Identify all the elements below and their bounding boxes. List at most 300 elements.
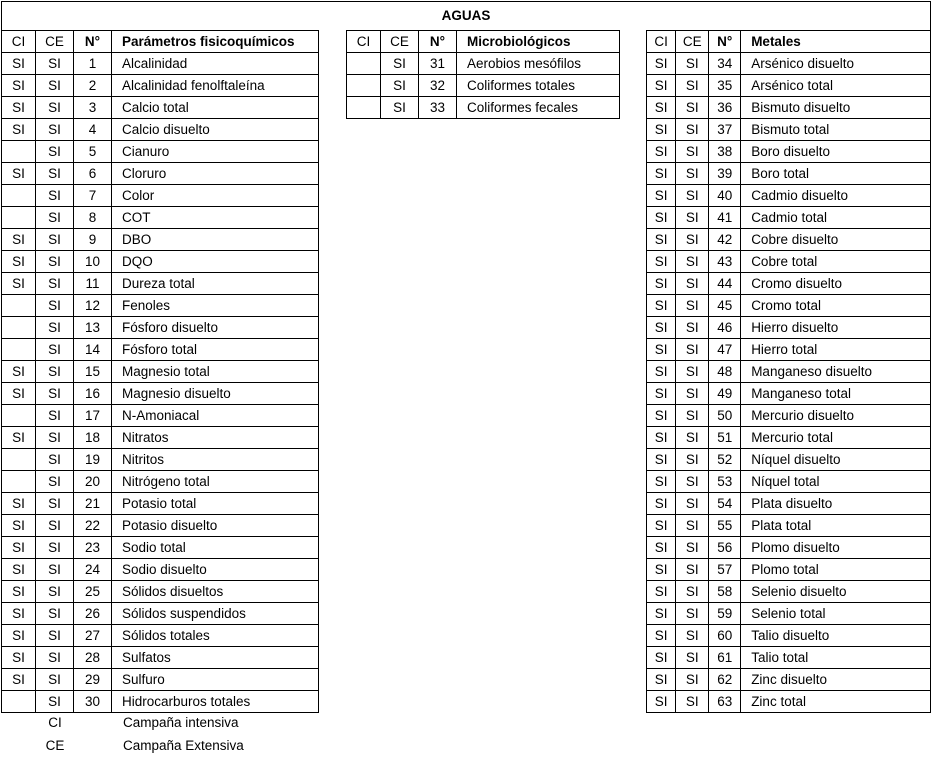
cell-ce: SI <box>676 75 709 97</box>
cell-number: 47 <box>709 339 741 361</box>
header-fisicoquimicos: Parámetros fisicoquímicos <box>112 31 319 53</box>
table-row <box>2 339 319 361</box>
cell-ci: SI <box>2 119 36 141</box>
table-row <box>2 383 319 405</box>
cell-ci <box>347 53 381 75</box>
header-ce: CE <box>36 31 74 53</box>
cell-parameter: Mercurio disuelto <box>741 405 931 427</box>
cell-number: 8 <box>74 207 112 229</box>
table-row <box>647 75 931 97</box>
cell-parameter: Calcio disuelto <box>112 119 319 141</box>
cell-number: 2 <box>74 75 112 97</box>
cell-ci: SI <box>2 625 36 647</box>
cell-ci: SI <box>647 625 676 647</box>
cell-ci: SI <box>2 603 36 625</box>
cell-number: 34 <box>709 53 741 75</box>
cell-parameter: Alcalinidad <box>112 53 319 75</box>
cell-ci: SI <box>2 361 36 383</box>
table-header-row <box>347 31 620 53</box>
cell-number: 4 <box>74 119 112 141</box>
cell-parameter: Cobre disuelto <box>741 229 931 251</box>
cell-number: 58 <box>709 581 741 603</box>
cell-number: 38 <box>709 141 741 163</box>
cell-ci: SI <box>647 449 676 471</box>
table-row <box>2 273 319 295</box>
cell-number: 13 <box>74 317 112 339</box>
cell-number: 14 <box>74 339 112 361</box>
cell-ce: SI <box>676 251 709 273</box>
table-row <box>647 361 931 383</box>
cell-number: 37 <box>709 119 741 141</box>
cell-number: 54 <box>709 493 741 515</box>
cell-parameter: Boro disuelto <box>741 141 931 163</box>
cell-ce: SI <box>36 669 74 691</box>
cell-parameter: Alcalinidad fenolftaleína <box>112 75 319 97</box>
cell-parameter: Níquel disuelto <box>741 449 931 471</box>
cell-ci: SI <box>647 273 676 295</box>
cell-ci <box>2 471 36 493</box>
cell-ce: SI <box>676 625 709 647</box>
cell-parameter: Manganeso disuelto <box>741 361 931 383</box>
cell-ce: SI <box>676 273 709 295</box>
cell-ci: SI <box>647 383 676 405</box>
cell-ce: SI <box>36 207 74 229</box>
cell-parameter: Hierro disuelto <box>741 317 931 339</box>
cell-ce: SI <box>676 185 709 207</box>
cell-parameter: Potasio total <box>112 493 319 515</box>
cell-ci: SI <box>2 251 36 273</box>
cell-ci: SI <box>2 383 36 405</box>
cell-parameter: Sulfuro <box>112 669 319 691</box>
cell-number: 43 <box>709 251 741 273</box>
table-row <box>647 427 931 449</box>
cell-ce: SI <box>676 493 709 515</box>
cell-ce: SI <box>36 493 74 515</box>
table-row <box>2 405 319 427</box>
cell-ci <box>2 691 36 713</box>
cell-ci: SI <box>647 53 676 75</box>
cell-parameter: Boro total <box>741 163 931 185</box>
table-row <box>2 163 319 185</box>
cell-parameter: Talio disuelto <box>741 625 931 647</box>
cell-number: 26 <box>74 603 112 625</box>
cell-ci <box>2 141 36 163</box>
table-row <box>647 163 931 185</box>
table-row <box>2 515 319 537</box>
table-row <box>647 119 931 141</box>
table-row <box>2 185 319 207</box>
cell-ce: SI <box>676 405 709 427</box>
cell-ce: SI <box>36 537 74 559</box>
cell-number: 45 <box>709 295 741 317</box>
header-ci: CI <box>2 31 36 53</box>
cell-ci: SI <box>2 669 36 691</box>
cell-ci <box>2 449 36 471</box>
cell-ce: SI <box>676 691 709 713</box>
cell-parameter: Dureza total <box>112 273 319 295</box>
cell-ce: SI <box>36 317 74 339</box>
cell-parameter: Aerobios mesófilos <box>457 53 620 75</box>
cell-number: 3 <box>74 97 112 119</box>
cell-ci: SI <box>647 119 676 141</box>
cell-ce: SI <box>676 119 709 141</box>
table-row <box>2 141 319 163</box>
cell-ci: SI <box>647 647 676 669</box>
cell-ce: SI <box>36 383 74 405</box>
table-row <box>647 449 931 471</box>
cell-parameter: Fósforo disuelto <box>112 317 319 339</box>
cell-parameter: Talio total <box>741 647 931 669</box>
cell-parameter: COT <box>112 207 319 229</box>
cell-parameter: Color <box>112 185 319 207</box>
table-row <box>647 603 931 625</box>
table-row <box>647 317 931 339</box>
table-row <box>647 493 931 515</box>
cell-number: 59 <box>709 603 741 625</box>
cell-ci: SI <box>2 515 36 537</box>
cell-parameter: Plata total <box>741 515 931 537</box>
table-row <box>2 603 319 625</box>
table-row <box>647 537 931 559</box>
table-row <box>2 361 319 383</box>
cell-parameter: Magnesio total <box>112 361 319 383</box>
cell-ci: SI <box>647 493 676 515</box>
table-row <box>347 75 620 97</box>
cell-ci <box>2 405 36 427</box>
table-row <box>2 119 319 141</box>
cell-ce: SI <box>36 427 74 449</box>
cell-parameter: Sólidos disueltos <box>112 581 319 603</box>
cell-ce: SI <box>36 97 74 119</box>
table-row <box>647 53 931 75</box>
fisicoquimicos-table <box>1 30 319 713</box>
cell-ce: SI <box>381 97 419 119</box>
cell-ci: SI <box>647 669 676 691</box>
header-ce: CE <box>676 31 709 53</box>
page-title: AGUAS <box>2 2 931 31</box>
cell-number: 21 <box>74 493 112 515</box>
cell-ci: SI <box>647 339 676 361</box>
cell-ce: SI <box>36 295 74 317</box>
cell-number: 9 <box>74 229 112 251</box>
table-row <box>2 471 319 493</box>
header-num: N° <box>74 31 112 53</box>
cell-parameter: DBO <box>112 229 319 251</box>
cell-parameter: Níquel total <box>741 471 931 493</box>
table-row <box>2 207 319 229</box>
table-row <box>2 75 319 97</box>
cell-ce: SI <box>36 581 74 603</box>
cell-ce: SI <box>676 449 709 471</box>
table-row <box>647 207 931 229</box>
cell-ce: SI <box>36 691 74 713</box>
cell-number: 7 <box>74 185 112 207</box>
table-row <box>2 537 319 559</box>
cell-parameter: Selenio total <box>741 603 931 625</box>
table-row <box>347 97 620 119</box>
cell-parameter: Nitritos <box>112 449 319 471</box>
cell-parameter: Manganeso total <box>741 383 931 405</box>
cell-parameter: N-Amoniacal <box>112 405 319 427</box>
cell-ce: SI <box>36 647 74 669</box>
cell-ce: SI <box>36 119 74 141</box>
cell-number: 56 <box>709 537 741 559</box>
cell-ce: SI <box>36 449 74 471</box>
cell-ce: SI <box>676 229 709 251</box>
cell-parameter: Hidrocarburos totales <box>112 691 319 713</box>
table-row <box>647 251 931 273</box>
cell-number: 18 <box>74 427 112 449</box>
table-row <box>2 97 319 119</box>
cell-ci: SI <box>647 163 676 185</box>
cell-ci: SI <box>2 581 36 603</box>
cell-ci: SI <box>647 405 676 427</box>
table-row <box>647 185 931 207</box>
cell-parameter: Sólidos suspendidos <box>112 603 319 625</box>
cell-ce: SI <box>36 515 74 537</box>
cell-ce: SI <box>36 163 74 185</box>
cell-ce: SI <box>676 361 709 383</box>
cell-ce: SI <box>36 229 74 251</box>
cell-number: 51 <box>709 427 741 449</box>
cell-number: 16 <box>74 383 112 405</box>
cell-ce: SI <box>676 515 709 537</box>
legend-item-ce <box>1 735 321 757</box>
cell-ci: SI <box>647 559 676 581</box>
cell-parameter: Plomo disuelto <box>741 537 931 559</box>
cell-ce: SI <box>676 163 709 185</box>
cell-parameter: Calcio total <box>112 97 319 119</box>
cell-number: 27 <box>74 625 112 647</box>
cell-ci: SI <box>647 361 676 383</box>
cell-ci <box>347 75 381 97</box>
cell-parameter: Cianuro <box>112 141 319 163</box>
cell-ci: SI <box>2 163 36 185</box>
cell-ce: SI <box>381 75 419 97</box>
table-row <box>2 229 319 251</box>
cell-ce: SI <box>676 53 709 75</box>
cell-ce: SI <box>36 141 74 163</box>
table-row <box>2 669 319 691</box>
cell-number: 15 <box>74 361 112 383</box>
microbiologicos-table <box>346 30 620 119</box>
table-row <box>647 669 931 691</box>
cell-parameter: Arsénico disuelto <box>741 53 931 75</box>
cell-ce: SI <box>36 185 74 207</box>
cell-ci: SI <box>647 537 676 559</box>
legend-abbr: CI <box>48 715 62 730</box>
cell-parameter: Arsénico total <box>741 75 931 97</box>
cell-parameter: Bismuto disuelto <box>741 97 931 119</box>
cell-parameter: Nitratos <box>112 427 319 449</box>
cell-parameter: Cadmio total <box>741 207 931 229</box>
cell-parameter: Sólidos totales <box>112 625 319 647</box>
cell-number: 42 <box>709 229 741 251</box>
cell-ci: SI <box>647 581 676 603</box>
cell-ce: SI <box>676 339 709 361</box>
cell-ci <box>2 295 36 317</box>
cell-ci: SI <box>2 537 36 559</box>
cell-ci: SI <box>2 53 36 75</box>
cell-number: 62 <box>709 669 741 691</box>
cell-parameter: Bismuto total <box>741 119 931 141</box>
cell-ce: SI <box>36 405 74 427</box>
cell-number: 39 <box>709 163 741 185</box>
cell-number: 6 <box>74 163 112 185</box>
cell-ci: SI <box>647 207 676 229</box>
table-row <box>647 229 931 251</box>
cell-ce: SI <box>381 53 419 75</box>
title-table <box>1 1 931 30</box>
cell-parameter: Magnesio disuelto <box>112 383 319 405</box>
cell-number: 17 <box>74 405 112 427</box>
legend-desc: Campaña Extensiva <box>123 738 244 753</box>
cell-parameter: Sulfatos <box>112 647 319 669</box>
cell-ci: SI <box>647 317 676 339</box>
table-row <box>2 625 319 647</box>
header-ci: CI <box>347 31 381 53</box>
cell-ce: SI <box>676 647 709 669</box>
cell-ci: SI <box>647 229 676 251</box>
cell-ci: SI <box>647 295 676 317</box>
cell-ce: SI <box>676 141 709 163</box>
cell-number: 40 <box>709 185 741 207</box>
cell-parameter: Fenoles <box>112 295 319 317</box>
header-num: N° <box>419 31 457 53</box>
table-row <box>647 295 931 317</box>
cell-number: 48 <box>709 361 741 383</box>
table-row <box>647 559 931 581</box>
cell-ce: SI <box>676 471 709 493</box>
cell-parameter: Selenio disuelto <box>741 581 931 603</box>
legend-desc: Campaña intensiva <box>123 715 239 730</box>
header-num: N° <box>709 31 741 53</box>
cell-number: 29 <box>74 669 112 691</box>
table-row <box>647 97 931 119</box>
cell-parameter: Zinc total <box>741 691 931 713</box>
header-microbiologicos: Microbiológicos <box>457 31 620 53</box>
cell-number: 44 <box>709 273 741 295</box>
cell-parameter: Hierro total <box>741 339 931 361</box>
cell-ce: SI <box>676 383 709 405</box>
cell-number: 28 <box>74 647 112 669</box>
cell-number: 46 <box>709 317 741 339</box>
table-row <box>647 141 931 163</box>
table-row <box>2 493 319 515</box>
table-row <box>2 559 319 581</box>
cell-ci: SI <box>2 273 36 295</box>
cell-ci: SI <box>2 97 36 119</box>
cell-number: 60 <box>709 625 741 647</box>
cell-ce: SI <box>676 581 709 603</box>
cell-ce: SI <box>676 537 709 559</box>
legend-item-ci <box>1 712 321 734</box>
cell-ci: SI <box>647 185 676 207</box>
cell-number: 23 <box>74 537 112 559</box>
cell-number: 32 <box>419 75 457 97</box>
cell-ce: SI <box>676 295 709 317</box>
cell-ci: SI <box>2 75 36 97</box>
table-row <box>2 295 319 317</box>
cell-ci: SI <box>647 251 676 273</box>
cell-number: 63 <box>709 691 741 713</box>
cell-ce: SI <box>676 559 709 581</box>
cell-ce: SI <box>36 273 74 295</box>
cell-number: 11 <box>74 273 112 295</box>
metales-table <box>646 30 931 713</box>
cell-number: 22 <box>74 515 112 537</box>
cell-number: 53 <box>709 471 741 493</box>
legend-abbr: CE <box>45 738 65 753</box>
cell-ce: SI <box>36 53 74 75</box>
header-ci: CI <box>647 31 676 53</box>
header-ce: CE <box>381 31 419 53</box>
table-row <box>647 383 931 405</box>
cell-ci: SI <box>647 141 676 163</box>
table-row <box>647 273 931 295</box>
cell-ci <box>2 317 36 339</box>
table-row <box>647 647 931 669</box>
cell-number: 41 <box>709 207 741 229</box>
table-row <box>2 317 319 339</box>
cell-ce: SI <box>36 339 74 361</box>
table-row <box>2 53 319 75</box>
cell-parameter: Cromo total <box>741 295 931 317</box>
table-row <box>647 405 931 427</box>
cell-ci: SI <box>647 75 676 97</box>
cell-parameter: Mercurio total <box>741 427 931 449</box>
table-row <box>2 449 319 471</box>
cell-parameter: Plata disuelto <box>741 493 931 515</box>
cell-number: 1 <box>74 53 112 75</box>
cell-number: 10 <box>74 251 112 273</box>
cell-parameter: Cromo disuelto <box>741 273 931 295</box>
cell-ce: SI <box>676 669 709 691</box>
cell-ci: SI <box>647 515 676 537</box>
table-row <box>2 691 319 713</box>
cell-ce: SI <box>36 75 74 97</box>
cell-number: 19 <box>74 449 112 471</box>
cell-ci <box>347 97 381 119</box>
cell-number: 24 <box>74 559 112 581</box>
cell-number: 35 <box>709 75 741 97</box>
table-header-row <box>647 31 931 53</box>
table-row <box>2 427 319 449</box>
cell-ci: SI <box>647 97 676 119</box>
table-row <box>2 581 319 603</box>
table-header-row <box>2 31 319 53</box>
cell-ce: SI <box>676 97 709 119</box>
table-row <box>347 53 620 75</box>
cell-ci <box>2 207 36 229</box>
cell-number: 30 <box>74 691 112 713</box>
cell-number: 33 <box>419 97 457 119</box>
cell-parameter: Zinc disuelto <box>741 669 931 691</box>
cell-number: 50 <box>709 405 741 427</box>
cell-number: 31 <box>419 53 457 75</box>
cell-ci: SI <box>2 427 36 449</box>
cell-parameter: Sodio total <box>112 537 319 559</box>
cell-ci: SI <box>2 647 36 669</box>
cell-parameter: Plomo total <box>741 559 931 581</box>
cell-ci: SI <box>2 493 36 515</box>
table-row <box>647 581 931 603</box>
cell-ce: SI <box>676 317 709 339</box>
cell-number: 5 <box>74 141 112 163</box>
cell-parameter: Cobre total <box>741 251 931 273</box>
cell-parameter: DQO <box>112 251 319 273</box>
cell-ci: SI <box>647 603 676 625</box>
